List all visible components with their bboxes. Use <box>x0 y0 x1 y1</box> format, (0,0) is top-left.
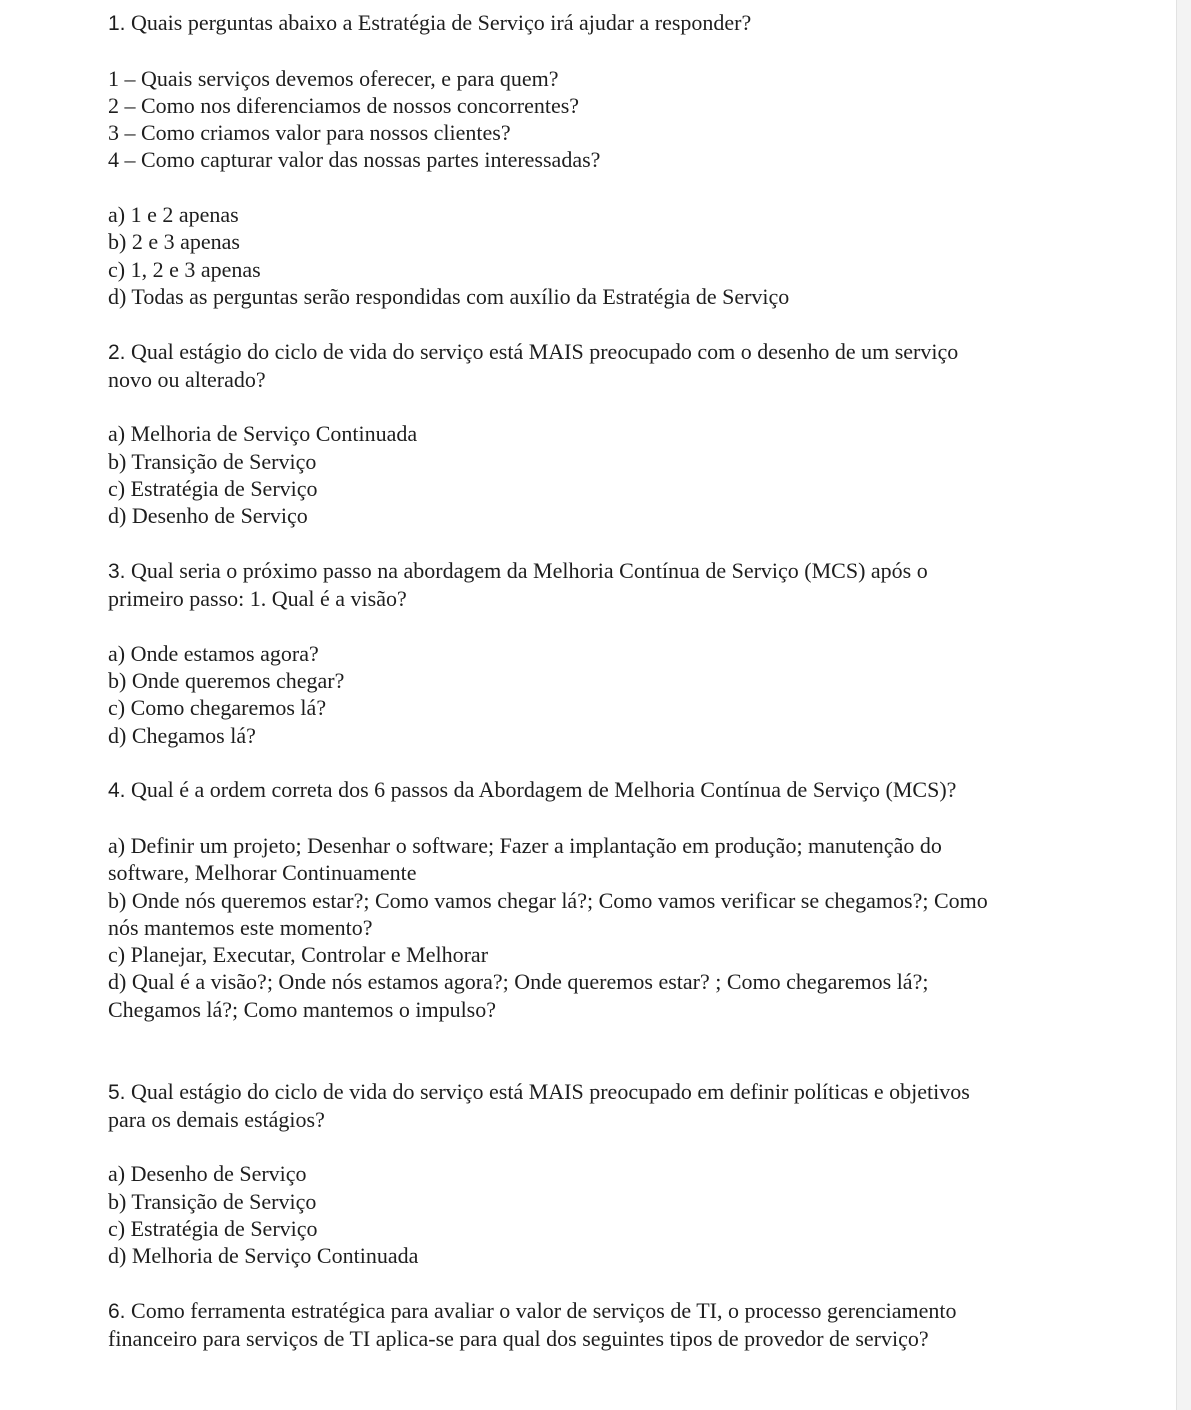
question-1 <box>108 9 1068 310</box>
option-b-continued: nós mantemos este momento? <box>108 914 373 940</box>
question-2-text: 2. Qual estágio do ciclo de vida do serviço está MAIS preocupado com o desenho de um serviço <box>108 338 959 364</box>
option-c: c) Como chegaremos lá? <box>108 695 327 721</box>
question-number: 2. <box>108 340 126 364</box>
option-d: d) Desenho de Serviço <box>108 503 308 529</box>
question-4 <box>108 776 1068 1023</box>
option-a: a) Definir um projeto; Desenhar o software; Fazer a implantação em produção; manutenção do <box>108 832 942 858</box>
option-a: a) Melhoria de Serviço Continuada <box>108 421 418 447</box>
option-c: c) Estratégia de Serviço <box>108 1216 318 1242</box>
document-content <box>108 9 1068 1353</box>
option-a-continued: software, Melhorar Continuamente <box>108 860 417 886</box>
option-d: d) Qual é a visão?; Onde nós estamos agora?; Onde queremos estar? ; Como chegaremos lá?; <box>108 969 929 995</box>
option-d: d) Melhoria de Serviço Continuada <box>108 1243 419 1269</box>
question-2-text-continued: novo ou alterado? <box>108 366 266 392</box>
option-b: b) Onde queremos chegar? <box>108 668 345 694</box>
question-2 <box>108 338 1068 530</box>
option-d: d) Chegamos lá? <box>108 722 256 748</box>
scrollbar-track[interactable] <box>1176 0 1191 1410</box>
statement-3: 3 – Como criamos valor para nossos clientes? <box>108 120 511 146</box>
option-a: a) Desenho de Serviço <box>108 1161 307 1187</box>
question-5-text: 5. Qual estágio do ciclo de vida do serviço está MAIS preocupado em definir políticas e objetivos <box>108 1078 970 1104</box>
question-number: 1. <box>108 12 126 35</box>
option-b: b) Transição de Serviço <box>108 1188 317 1214</box>
statement-2: 2 – Como nos diferenciamos de nossos concorrentes? <box>108 92 580 118</box>
option-d-continued: Chegamos lá?; Como mantemos o impulso? <box>108 996 497 1022</box>
option-b: b) 2 e 3 apenas <box>108 229 240 255</box>
option-d: d) Todas as perguntas serão respondidas com auxílio da Estratégia de Serviço <box>108 283 790 309</box>
question-number: 5. <box>108 1080 126 1104</box>
statement-4: 4 – Como capturar valor das nossas partes interessadas? <box>108 147 601 173</box>
question-number: 3. <box>108 559 126 583</box>
question-5-text-continued: para os demais estágios? <box>108 1106 325 1132</box>
option-c: c) Planejar, Executar, Controlar e Melhorar <box>108 942 489 968</box>
option-b: b) Onde nós queremos estar?; Como vamos chegar lá?; Como vamos verificar se chegamos?; Como <box>108 887 988 913</box>
question-number: 4. <box>108 779 126 803</box>
question-6-text-continued: financeiro para serviços de TI aplica-se para qual dos seguintes tipos de provedor de serviço? <box>108 1326 929 1352</box>
question-5 <box>108 1078 1068 1270</box>
option-a: a) Onde estamos agora? <box>108 640 319 666</box>
option-c: c) Estratégia de Serviço <box>108 476 318 502</box>
question-3-text: 3. Qual seria o próximo passo na abordagem da Melhoria Contínua de Serviço (MCS) após o <box>108 557 928 583</box>
question-number: 6. <box>108 1299 126 1323</box>
statement-1: 1 – Quais serviços devemos oferecer, e para quem? <box>108 65 559 91</box>
question-6-text: 6. Como ferramenta estratégica para avaliar o valor de serviços de TI, o processo gerenciamento <box>108 1297 957 1323</box>
option-a: a) 1 e 2 apenas <box>108 202 239 228</box>
option-b: b) Transição de Serviço <box>108 448 317 474</box>
question-1-text: 1. Quais perguntas abaixo a Estratégia de Serviço irá ajudar a responder? <box>108 10 752 35</box>
question-3-text-continued: primeiro passo: 1. Qual é a visão? <box>108 586 407 612</box>
question-4-text: 4. Qual é a ordem correta dos 6 passos da Abordagem de Melhoria Contínua de Serviço (MCS)? <box>108 777 957 803</box>
question-3 <box>108 557 1068 749</box>
question-6 <box>108 1297 1068 1353</box>
option-c: c) 1, 2 e 3 apenas <box>108 256 261 282</box>
